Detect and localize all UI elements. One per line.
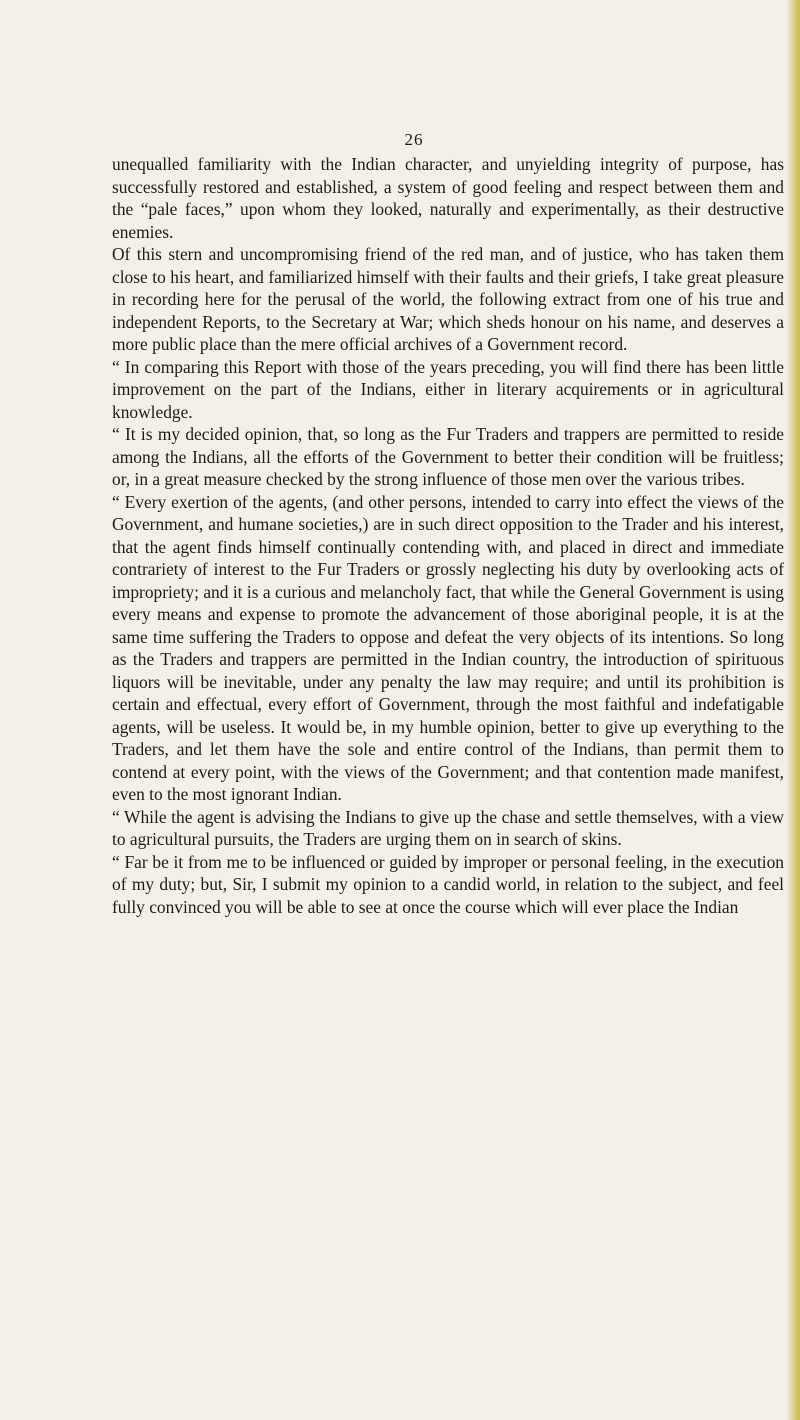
paragraph: “ It is my decided opinion, that, so long as the Fur Traders and trappers are permitted to reside among the Indians, all the efforts of the Government to better their condition will be fruitless; or, in a great measure checked by the strong influence of those men over the various tribes. xyxy=(112,424,784,489)
paragraph: “ Every exertion of the agents, (and other persons, intended to carry into effect the views of the Government, and humane societies,) are in such direct opposition to the Trader and his interest, that the agent finds himself continually contending with, and placed in direct and immediate contrariety of interest to the Fur Traders or grossly neglecting his duty by overlooking acts of impropriety; and it is a curious and melancholy fact, that while the General Government is using every means and expense to promote the advancement of those aboriginal people, it is at the same time suffering the Traders to oppose and defeat the very objects of its intentions. So long as the Traders and trappers are permitted in the Indian country, the introduction of spirituous liquors will be inevitable, under any penalty the law may require; and until its prohibition is certain and effectual, every effort of Government, through the most faithful and indefatigable agents, will be useless. It would be, in my humble opinion, better to give up everything to the Traders, and let them have the sole and entire control of the Indians, than permit them to contend at every point, with the views of the Government; and that contention made manifest, even to the most ignorant Indian. xyxy=(112,491,784,804)
paragraph-continuation: unequalled familiarity with the Indian character, and unyielding integrity of purpose, has successfully restored and established, a system of good feeling and respect between them and the “pale faces,” upon whom they looked, naturally and experimentally, as their destructive enemies. xyxy=(112,154,784,242)
paragraph: “ While the agent is advising the Indians to give up the chase and settle themselves, with a view to agricultural pursuits, the Traders are urging them on in search of skins. xyxy=(112,806,784,849)
page-edge-decoration xyxy=(786,0,800,1420)
paragraph: “ Far be it from me to be influenced or guided by improper or personal feeling, in the execution of my duty; but, Sir, I submit my opinion to a candid world, in relation to the subject, and feel fully convinced you will be able to see at once the course which will ever place the Indian xyxy=(112,851,784,917)
paragraph: Of this stern and uncompromising friend of the red man, and of justice, who has taken them close to his heart, and familiarized himself with their faults and their griefs, I take great pleasure in recording here for the perusal of the world, the following extract from one of his true and independent Reports, to the Secretary at War; which sheds honour on his name, and deserves a more public place than the mere official archives of a Government record. xyxy=(112,244,784,354)
page-number: 26 xyxy=(404,130,424,149)
body-text xyxy=(112,153,784,918)
paragraph: “ In comparing this Report with those of the years preceding, you will find there has been little improvement on the part of the Indians, either in literary acquirements or in agricultural knowledge. xyxy=(112,356,784,422)
